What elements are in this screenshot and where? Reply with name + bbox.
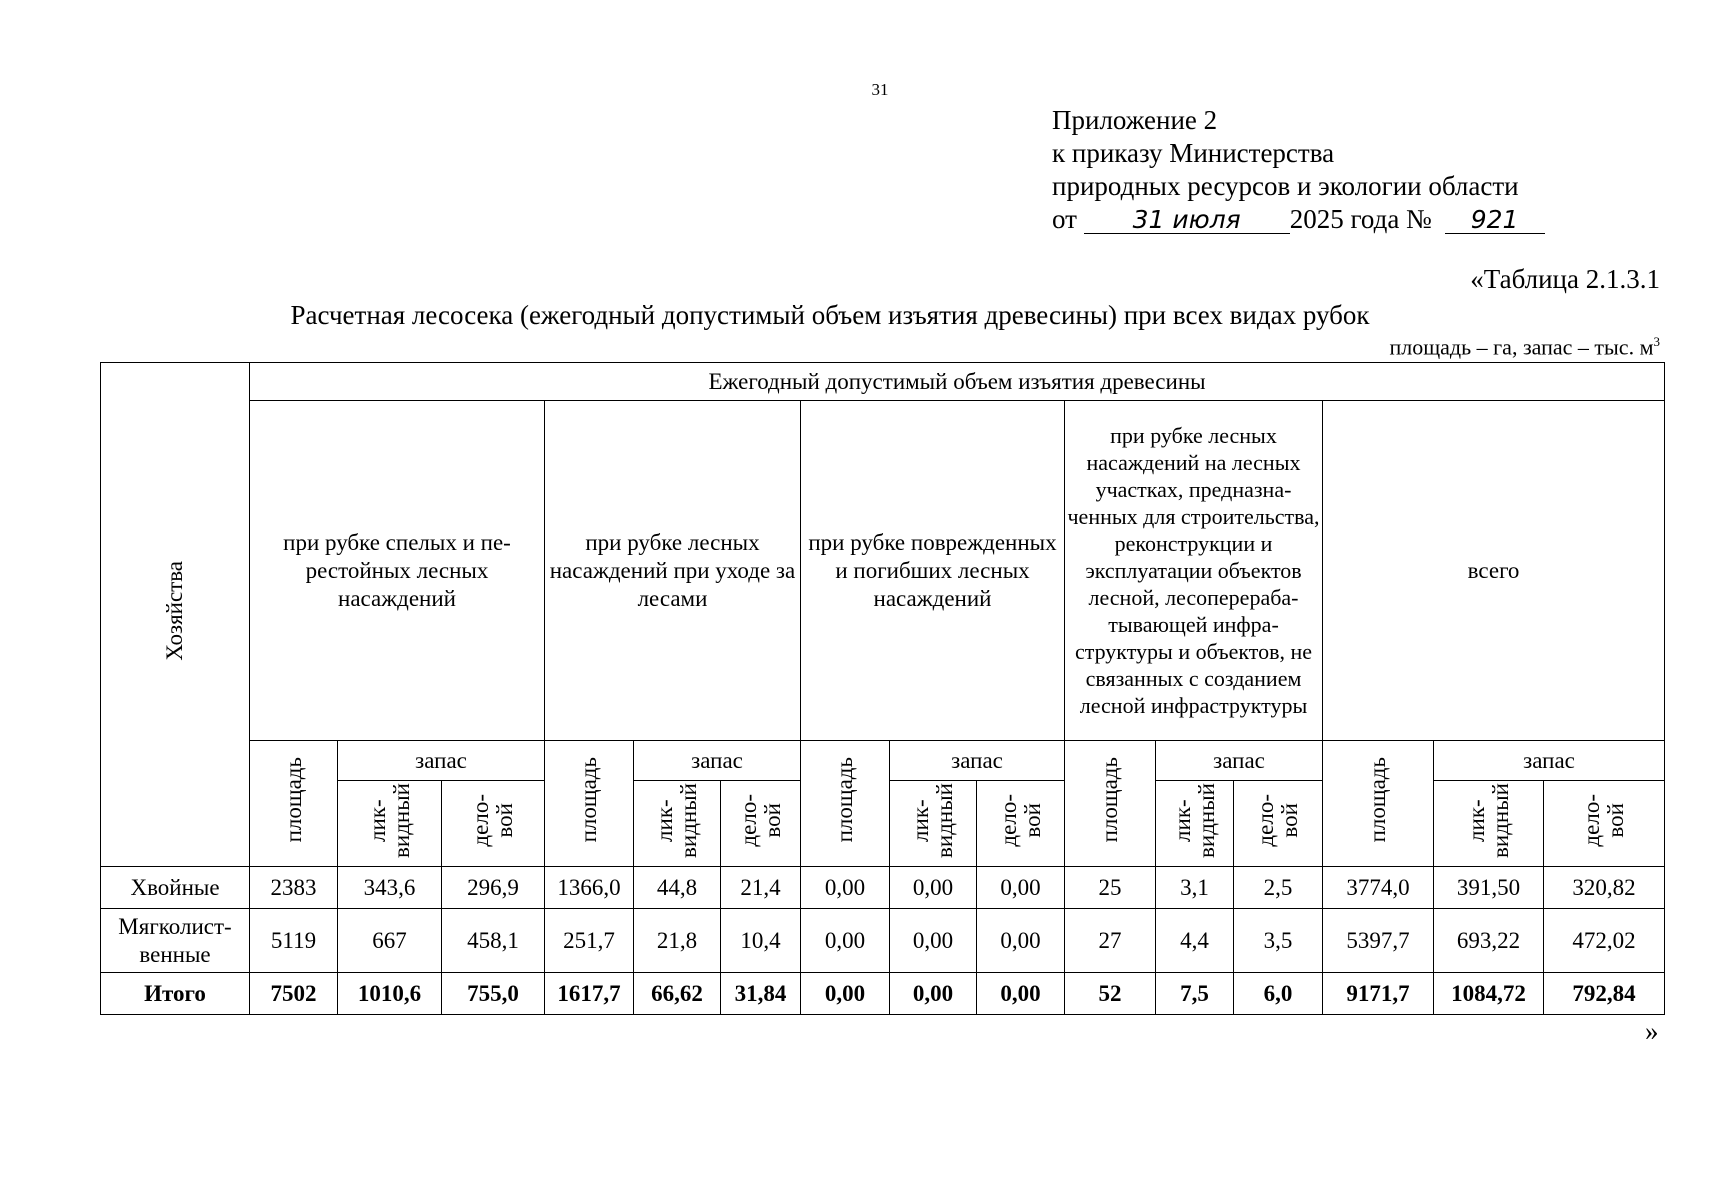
units-superscript: 3 [1653, 334, 1660, 349]
row-name: Итого [101, 973, 250, 1015]
table-cell: 1084,72 [1434, 973, 1544, 1015]
subheader-liquid: лик- видный [338, 781, 442, 867]
table-cell: 3774,0 [1323, 867, 1434, 909]
table-cell: 667 [338, 909, 442, 973]
subheader-stock: запас [338, 741, 545, 781]
subheader-business: дело- вой [1544, 781, 1665, 867]
handwritten-date: 31 июля [1084, 207, 1290, 234]
table-cell: 0,00 [801, 973, 890, 1015]
table-title: Расчетная лесосека (ежегодный допустимый объем изъятия древесины) при всех видах рубок [290, 300, 1370, 330]
group-header-damaged: при рубке поврежденных и погибших лесных насаждений [801, 401, 1065, 741]
table-cell: 31,84 [721, 973, 801, 1015]
table-cell: 44,8 [634, 867, 721, 909]
table-cell: 7502 [250, 973, 338, 1015]
table-cell: 21,8 [634, 909, 721, 973]
table-cell: 3,5 [1234, 909, 1323, 973]
appendix-header [1052, 104, 1545, 236]
units-text: площадь – га, запас – тыс. м [1389, 334, 1654, 360]
table-cell: 0,00 [977, 909, 1065, 973]
group-header-mature: при рубке спелых и перестойных лесных насаждений [250, 401, 545, 741]
table-cell: 27 [1065, 909, 1156, 973]
table-cell: 1366,0 [545, 867, 634, 909]
table-cell: 0,00 [801, 909, 890, 973]
main-header: Ежегодный допустимый объем изъятия древесины [250, 363, 1665, 401]
table-row [101, 909, 1665, 973]
table-cell: 693,22 [1434, 909, 1544, 973]
table-cell: 0,00 [801, 867, 890, 909]
subheader-liquid: лик- видный [1156, 781, 1234, 867]
table-cell: 0,00 [890, 867, 977, 909]
table-cell: 5397,7 [1323, 909, 1434, 973]
table-cell: 1617,7 [545, 973, 634, 1015]
table-cell: 6,0 [1234, 973, 1323, 1015]
subheader-business: дело- вой [1234, 781, 1323, 867]
units-note [1250, 334, 1660, 360]
table-cell: 3,1 [1156, 867, 1234, 909]
date-prefix: от [1052, 204, 1077, 234]
group-header-construction: при рубке лесных насаждений на лесных участках, предназначенных для строительства, реконструкции и эксплуатации объектов лесной, лесоперерабатывающей инфраструктуры и объектов, не связанных с созданием лесной инфраструктуры [1065, 401, 1323, 741]
table-cell: 2383 [250, 867, 338, 909]
table-row [101, 867, 1665, 909]
subheader-business: дело- вой [977, 781, 1065, 867]
table-row [101, 973, 1665, 1015]
subheader-area: площадь [545, 741, 634, 867]
table-cell: 296,9 [442, 867, 545, 909]
subheader-business: дело- вой [721, 781, 801, 867]
table-cell: 10,4 [721, 909, 801, 973]
appendix-date-line [1052, 203, 1545, 236]
subheader-area: площадь [1323, 741, 1434, 867]
page-number: 31 [871, 80, 889, 99]
subheader-liquid: лик- видный [890, 781, 977, 867]
logging-table [100, 362, 1665, 1015]
subheader-area: площадь [250, 741, 338, 867]
subheader-liquid: лик- видный [634, 781, 721, 867]
table-cell: 391,50 [1434, 867, 1544, 909]
table-cell: 458,1 [442, 909, 545, 973]
table-cell: 66,62 [634, 973, 721, 1015]
table-number: «Таблица 2.1.3.1 [1470, 264, 1660, 294]
group-header-care: при рубке лесных насаждений при уходе за лесами [545, 401, 801, 741]
subheader-area: площадь [801, 741, 890, 867]
table-cell: 21,4 [721, 867, 801, 909]
appendix-line-1: Приложение 2 [1052, 105, 1218, 135]
year-text: 2025 года № [1289, 204, 1432, 234]
subheader-stock: запас [1156, 741, 1323, 781]
table-body [101, 867, 1665, 1015]
table-cell: 7,5 [1156, 973, 1234, 1015]
table-cell: 472,02 [1544, 909, 1665, 973]
table-cell: 0,00 [890, 909, 977, 973]
appendix-line-2: к приказу Министерства [1052, 138, 1335, 168]
table-cell: 792,84 [1544, 973, 1665, 1015]
table-cell: 0,00 [890, 973, 977, 1015]
table-cell: 343,6 [338, 867, 442, 909]
appendix-line-3: природных ресурсов и экологии области [1052, 171, 1519, 201]
closing-quote: » [1645, 1016, 1659, 1046]
table-cell: 0,00 [977, 973, 1065, 1015]
handwritten-order-number: 921 [1445, 207, 1545, 234]
subheader-area: площадь [1065, 741, 1156, 867]
table-cell: 320,82 [1544, 867, 1665, 909]
table-cell: 5119 [250, 909, 338, 973]
table-cell: 25 [1065, 867, 1156, 909]
table-cell: 2,5 [1234, 867, 1323, 909]
subheader-stock: запас [634, 741, 801, 781]
farms-header: Хозяйства [101, 363, 250, 867]
table-cell: 251,7 [545, 909, 634, 973]
table-cell: 0,00 [977, 867, 1065, 909]
row-name: Хвойные [101, 867, 250, 909]
table-cell: 9171,7 [1323, 973, 1434, 1015]
subheader-stock: запас [1434, 741, 1665, 781]
row-name: Мягколиственные [101, 909, 250, 973]
subheader-stock: запас [890, 741, 1065, 781]
group-header-total: всего [1323, 401, 1665, 741]
table-cell: 1010,6 [338, 973, 442, 1015]
subheader-liquid: лик- видный [1434, 781, 1544, 867]
table-cell: 755,0 [442, 973, 545, 1015]
subheader-business: дело- вой [442, 781, 545, 867]
table-cell: 4,4 [1156, 909, 1234, 973]
table-cell: 52 [1065, 973, 1156, 1015]
